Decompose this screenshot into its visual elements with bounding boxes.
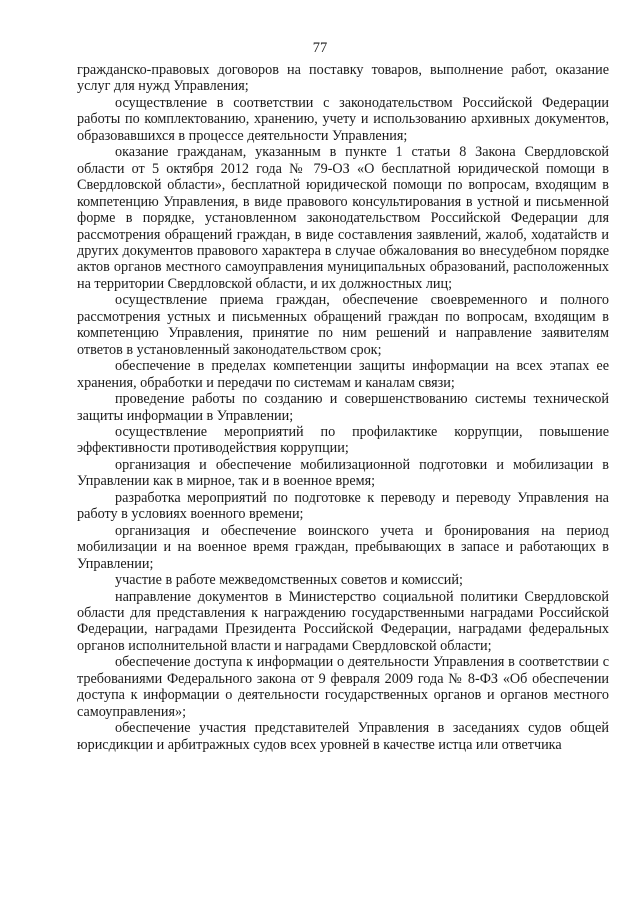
paragraph-military-registration: организация и обеспечение воинского учета и бронирования на период мобилизации и на военное время граждан, пребывающих в запасе и работающих в Управлении;	[77, 522, 609, 572]
paragraph-awards: направление документов в Министерство социальной политики Свердловской области для представления к награждению государственными наградами Российской Федерации, наградами Президента Российской Федерации, наградами федеральных органов исполнительной власти и наградами Свердловской области;	[77, 588, 609, 654]
paragraph-information-access: обеспечение доступа к информации о деятельности Управления в соответствии с требованиями Федерального закона от 9 февраля 2009 года № 8-ФЗ «Об обеспечении доступа к информации о деятельности государственных органов и органов местного самоуправления»;	[77, 654, 609, 720]
page-number: 77	[312, 40, 328, 56]
paragraph-technical-protection: проведение работы по созданию и совершенствованию системы технической защиты информации в Управлении;	[77, 391, 609, 424]
paragraph-legal-aid: оказание гражданам, указанным в пункте 1 статьи 8 Закона Свердловской области от 5 октября 2012 года № 79-ОЗ «О бесплатной юридической помощи в Свердловской области», бесплатной юридической помощи по вопросам, входящим в компетенцию Управления, в виде правового консультирования в устной и письменной форме в порядке, установленном законодательством Российской Федерации для рассмотрения обращений граждан, в виде составления заявлений, жалоб, ходатайств и других документов правового характера в случае обжалования во внесудебном порядке актов органов местного самоуправления муниципальных образований, расположенных на территории Свердловской области, и их должностных лиц;	[77, 144, 609, 292]
paragraph-continuation: гражданско-правовых договоров на поставку товаров, выполнение работ, оказание услуг для нужд Управления;	[77, 62, 609, 95]
paragraph-court-participation: обеспечение участия представителей Управления в заседаниях судов общей юрисдикции и арбитражных судов всех уровней в качестве истца или ответчика	[77, 720, 609, 753]
paragraph-citizen-reception: осуществление приема граждан, обеспечение своевременного и полного рассмотрения устных и письменных обращений граждан по вопросам, входящим в компетенцию Управления, принятие по ним решений и направление заявителям ответов в установленный законодательством срок;	[77, 292, 609, 358]
document-body	[77, 62, 609, 753]
paragraph-information-protection: обеспечение в пределах компетенции защиты информации на всех этапах ее хранения, обработки и передачи по системам и каналам связи;	[77, 358, 609, 391]
paragraph-councils: участие в работе межведомственных советов и комиссий;	[115, 572, 463, 589]
paragraph-wartime-transfer: разработка мероприятий по подготовке к переводу и переводу Управления на работу в условиях военного времени;	[77, 489, 609, 523]
paragraph-mobilization: организация и обеспечение мобилизационной подготовки и мобилизации в Управлении как в мирное, так и в военное время;	[77, 456, 609, 490]
paragraph-archive-documents: осуществление в соответствии с законодательством Российской Федерации работы по комплектованию, хранению, учету и использованию архивных документов, образовавшихся в процессе деятельности Управления;	[77, 94, 609, 144]
paragraph-anti-corruption: осуществление мероприятий по профилактике коррупции, повышение эффективности противодействия коррупции;	[77, 423, 609, 457]
